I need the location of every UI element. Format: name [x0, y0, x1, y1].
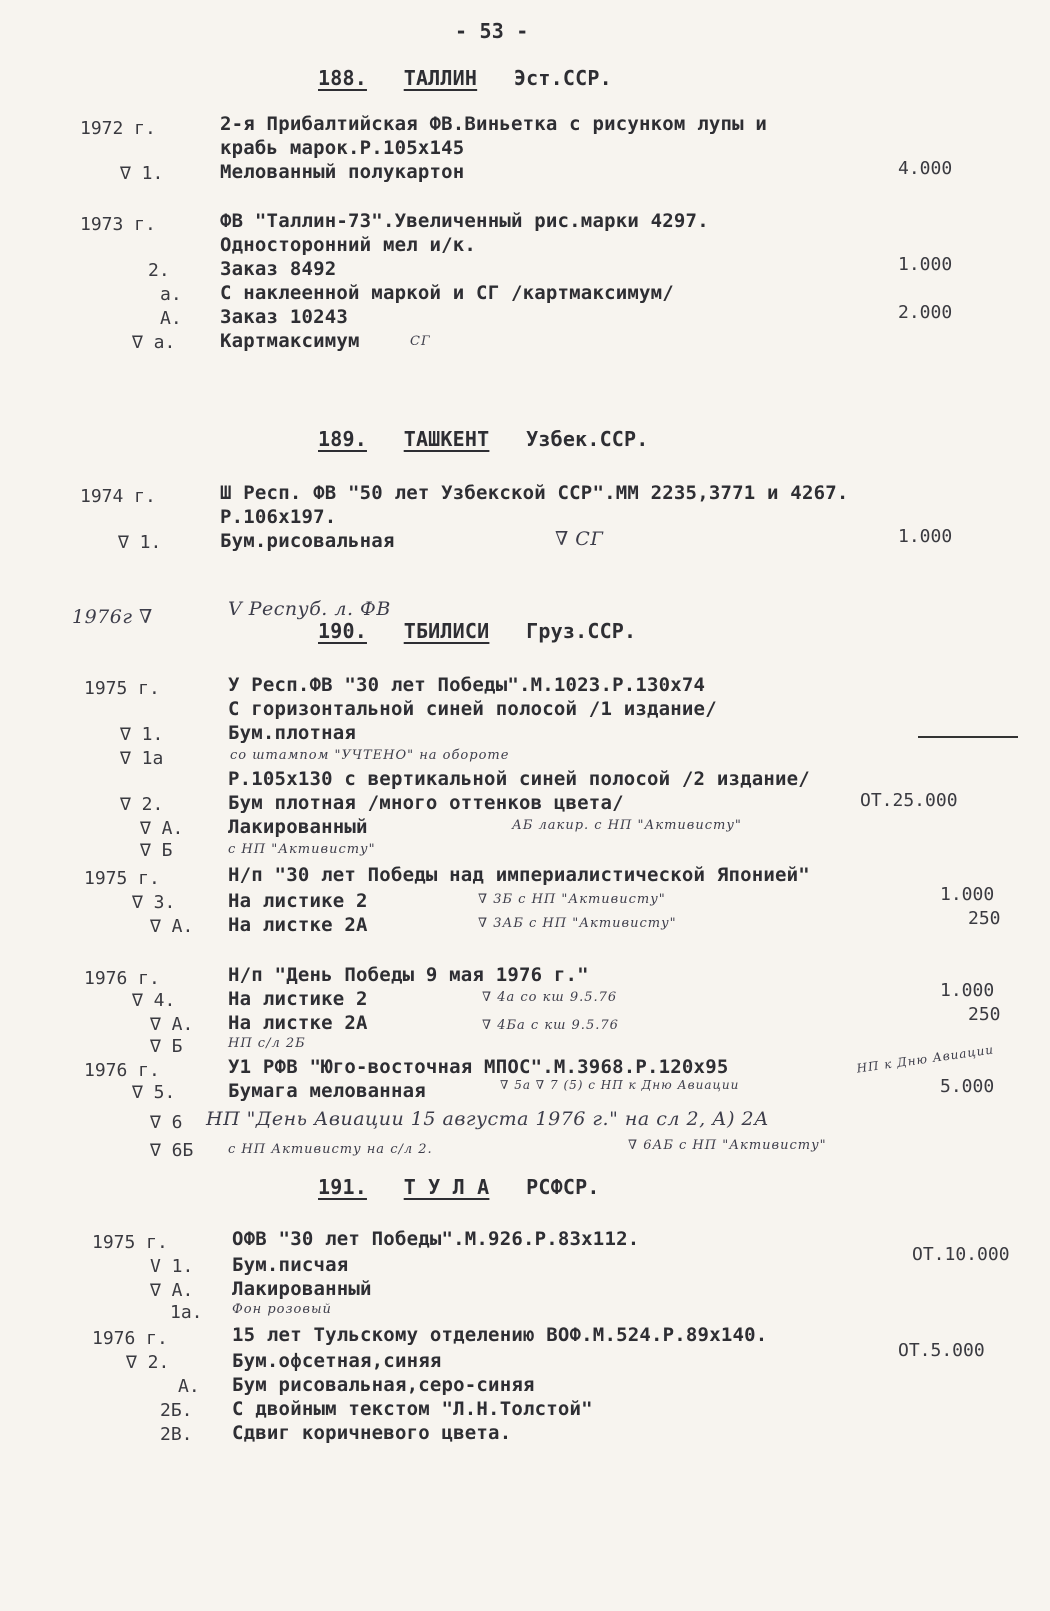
- handwritten-note: V Респуб. л. ФВ: [228, 598, 391, 620]
- item-number: ∇ А.: [140, 818, 184, 839]
- entry-text: Бум.офсетная,синяя: [232, 1350, 442, 1372]
- item-number: ∇ 1.: [118, 532, 162, 553]
- handwritten-note: ∇ 3АБ с НП "Активисту": [478, 916, 677, 931]
- year-label: 1972 г.: [80, 118, 156, 139]
- item-number: ∇ Б: [150, 1036, 183, 1057]
- entry-text: Н/п "30 лет Победы над империалистической Японией": [228, 864, 810, 886]
- price-value: 1.000: [898, 254, 953, 275]
- entry-text: Бум.писчая: [232, 1254, 349, 1276]
- item-number: ∇ 1.: [120, 163, 164, 184]
- entry-text: 15 лет Тульскому отделению ВОФ.М.524.Р.89х140.: [232, 1324, 768, 1346]
- year-label: 1975 г.: [84, 678, 160, 699]
- item-number: ∇ 3.: [132, 892, 176, 913]
- handwritten-note: СГ: [410, 334, 431, 349]
- item-number: 2В.: [160, 1424, 193, 1445]
- item-number: А.: [160, 308, 182, 329]
- entry-text: Лакированный: [232, 1278, 372, 1300]
- section-heading: 188. ТАЛЛИН Эст.ССР.: [318, 66, 612, 90]
- entry-text: Мелованный полукартон: [220, 161, 465, 183]
- entry-text: Заказ 8492: [220, 258, 337, 280]
- entry-text: На листке 2А: [228, 914, 368, 936]
- handwritten-note: ∇ СГ: [555, 528, 604, 550]
- item-number: а.: [160, 284, 182, 305]
- entry-text: Р.105х130 с вертикальной синей полосой /2 издание/: [228, 768, 810, 790]
- year-label: 1975 г.: [84, 868, 160, 889]
- item-number: ∇ 1а: [120, 748, 164, 769]
- entry-text: ОФВ "30 лет Победы".М.926.Р.83х112.: [232, 1228, 640, 1250]
- item-number: А.: [178, 1376, 200, 1397]
- year-label: 1976 г.: [92, 1328, 168, 1349]
- entry-text: Бум.рисовальная: [220, 530, 395, 552]
- entry-text: Односторонний мел и/к.: [220, 234, 477, 256]
- price-value: ОТ.5.000: [898, 1340, 985, 1361]
- entry-text: Сдвиг коричневого цвета.: [232, 1422, 512, 1444]
- handwritten-note: с НП Активисту на с/л 2.: [228, 1142, 433, 1157]
- entry-text: У Респ.ФВ "30 лет Победы".М.1023.Р.130х74: [228, 674, 706, 696]
- item-number: 2Б.: [160, 1400, 193, 1421]
- item-number: ∇ Б: [140, 840, 173, 861]
- entry-text: Ш Респ. ФВ "50 лет Узбекской ССР".ММ 2235,3771 и 4267.: [220, 482, 849, 504]
- item-number: ∇ А.: [150, 916, 194, 937]
- item-number: ∇ 4.: [132, 990, 176, 1011]
- price-value: 4.000: [898, 158, 953, 179]
- entry-text: Бумага мелованная: [228, 1080, 426, 1102]
- item-number: ∇ а.: [132, 332, 176, 353]
- handwritten-note: ∇ 5а ∇ 7 (5) с НП к Дню Авиации: [500, 1078, 740, 1092]
- year-label: 1976 г.: [84, 1060, 160, 1081]
- handwritten-note: 1976г ∇: [72, 606, 153, 628]
- entry-text: С наклеенной маркой и СГ /картмаксимум/: [220, 282, 674, 304]
- year-label: 1973 г.: [80, 214, 156, 235]
- handwritten-note: НП к Дню Авиации: [855, 1042, 995, 1076]
- handwritten-note: НП "День Авиации 15 августа 1976 г." на сл 2, А) 2А: [206, 1108, 770, 1130]
- handwritten-note: АБ лакир. с НП "Активисту": [512, 818, 742, 833]
- entry-text: Лакированный: [228, 816, 368, 838]
- entry-text: 2-я Прибалтийская ФВ.Виньетка с рисунком лупы и: [220, 113, 768, 135]
- item-number: ∇ 5.: [132, 1082, 176, 1103]
- item-number: ∇ 6Б: [150, 1140, 194, 1161]
- year-label: 1976 г.: [84, 968, 160, 989]
- price-value: ОТ.25.000: [860, 790, 958, 811]
- price-value: 1.000: [898, 526, 953, 547]
- section-heading: 191. Т У Л А РСФСР.: [318, 1175, 600, 1199]
- price-value: 1.000: [940, 980, 995, 1001]
- handwritten-note: ∇ 6АБ с НП "Активисту": [628, 1138, 827, 1153]
- section-heading: 190. ТБИЛИСИ Груз.ССР.: [318, 619, 637, 643]
- handwritten-note: со штампом "УЧТЕНО" на обороте: [230, 748, 510, 763]
- entry-text: Бум плотная /много оттенков цвета/: [228, 792, 624, 814]
- price-value: ОТ.10.000: [912, 1244, 1010, 1265]
- page-number: - 53 -: [455, 19, 529, 43]
- handwritten-note: с НП "Активисту": [228, 842, 376, 857]
- entry-text: С двойным текстом "Л.Н.Толстой": [232, 1398, 593, 1420]
- item-number: ∇ 6: [150, 1112, 183, 1133]
- entry-text: Бум рисовальная,серо-синяя: [232, 1374, 535, 1396]
- item-number: ∇ А.: [150, 1014, 194, 1035]
- entry-text: На листике 2: [228, 988, 368, 1010]
- entry-text: Р.106х197.: [220, 506, 337, 528]
- entry-text: ФВ "Таллин-73".Увеличенный рис.марки 4297.: [220, 210, 709, 232]
- entry-text: С горизонтальной синей полосой /1 издание/: [228, 698, 717, 720]
- item-number: 1а.: [170, 1302, 203, 1323]
- price-value: 5.000: [940, 1076, 995, 1097]
- item-number: V 1.: [150, 1256, 194, 1277]
- price-value: 250: [968, 908, 1001, 929]
- item-number: ∇ А.: [150, 1280, 194, 1301]
- price-value: 2.000: [898, 302, 953, 323]
- handwritten-note: ∇ 4Ба с кш 9.5.76: [482, 1018, 619, 1033]
- item-number: ∇ 2.: [120, 794, 164, 815]
- handwritten-note: Фон розовый: [232, 1302, 332, 1317]
- entry-text: Заказ 10243: [220, 306, 349, 328]
- entry-text: На листке 2А: [228, 1012, 368, 1034]
- section-heading: 189. ТАШКЕНТ Узбек.ССР.: [318, 427, 649, 451]
- year-label: 1974 г.: [80, 486, 156, 507]
- divider-line: [918, 736, 1018, 738]
- entry-text: Н/п "День Победы 9 мая 1976 г.": [228, 964, 589, 986]
- price-value: 1.000: [940, 884, 995, 905]
- entry-text: На листике 2: [228, 890, 368, 912]
- item-number: ∇ 1.: [120, 724, 164, 745]
- entry-text: У1 РФВ "Юго-восточная МПОС".М.3968.Р.120х95: [228, 1056, 729, 1078]
- item-number: 2.: [148, 260, 170, 281]
- handwritten-note: НП с/л 2Б: [228, 1036, 306, 1051]
- entry-text: Бум.плотная: [228, 722, 357, 744]
- entry-text: Картмаксимум: [220, 330, 360, 352]
- handwritten-note: ∇ 3Б с НП "Активисту": [478, 892, 666, 907]
- price-value: 250: [968, 1004, 1001, 1025]
- handwritten-note: ∇ 4а со кш 9.5.76: [482, 990, 618, 1005]
- year-label: 1975 г.: [92, 1232, 168, 1253]
- item-number: ∇ 2.: [126, 1352, 170, 1373]
- entry-text: крабь марок.Р.105х145: [220, 137, 465, 159]
